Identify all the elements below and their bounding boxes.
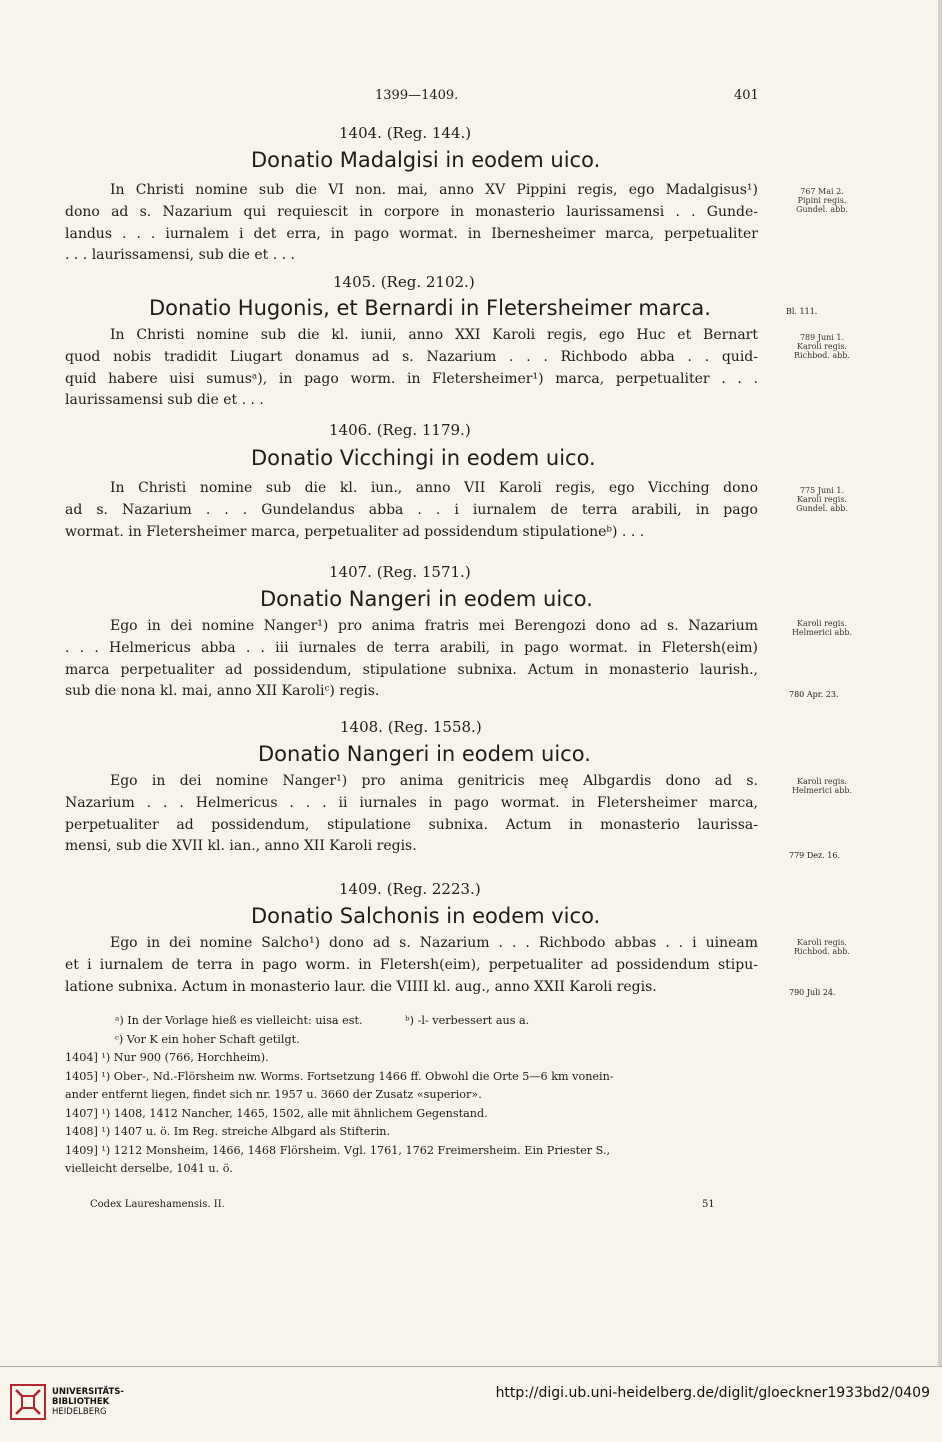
margin-date-1408: 779 Dez. 16. <box>789 851 840 860</box>
entry-text-1407 <box>65 616 758 703</box>
footnotes <box>65 1012 765 1179</box>
text-line: Ego in dei nomine Salcho¹) dono ad s. Nazarium . . . Richbodo abbas . . i uineam <box>110 935 758 951</box>
margin-note-1405 <box>772 333 872 360</box>
text-line: laurissamensi sub die et . . . <box>65 392 264 409</box>
running-head: 1399—1409. <box>375 88 459 103</box>
library-logo-icon <box>10 1384 46 1420</box>
margin-line: Karoli regis. <box>797 342 847 351</box>
footnote-line: 1405] ¹) Ober-, Nd.-Flörsheim nw. Worms. Fortsetzung 1466 ff. Obwohl die Orte 5—6 km vonein- <box>65 1069 614 1083</box>
margin-line: Karoli regis. <box>797 938 847 947</box>
text-line: In Christi nomine sub die kl. iunii, anno XXI Karoli regis, ego Huc et Bernart <box>110 327 758 343</box>
text-line: In Christi nomine sub die VI non. mai, anno XV Pippini regis, ego Madalgisus¹) <box>110 182 758 198</box>
page-edge <box>938 0 942 1366</box>
entry-text-1404 <box>65 180 758 267</box>
entry-text-1409 <box>65 933 758 998</box>
footnote-line: ᵃ) In der Vorlage hieß es vielleicht: uisa est. ᵇ) -l- verbessert aus a. <box>115 1014 530 1027</box>
margin-line: Karoli regis. <box>797 495 847 504</box>
footnote-line: 1409] ¹) 1212 Monsheim, 1466, 1468 Flörsheim. Vgl. 1761, 1762 Freimersheim. Ein Priester S., <box>65 1143 611 1157</box>
entry-title-1406: Donatio Vicchingi in eodem uico. <box>251 446 596 470</box>
margin-date-1407: 780 Apr. 23. <box>789 690 839 699</box>
text-line: Ego in dei nomine Nanger¹) pro anima fratris mei Berengozi dono ad s. Nazarium <box>110 618 758 634</box>
text-line: landus . . . iurnalem i det erra, in pago wormat. in Ibernesheimer marca, perpetualiter <box>65 225 758 242</box>
entry-reg-1404: 1404. (Reg. 144.) <box>339 124 472 142</box>
entry-text-1406 <box>65 478 758 543</box>
text-line: wormat. in Fletersheimer marca, perpetualiter ad possidendum stipulationeᵇ) . . . <box>65 523 645 540</box>
text-line: perpetualiter ad possidendum, stipulatione subnixa. Actum in monasterio laurissa- <box>65 816 758 833</box>
text-line: Ego in dei nomine Nanger¹) pro anima genitricis meę Albgardis dono ad s. <box>110 773 758 789</box>
margin-line: Karoli regis. <box>797 619 847 628</box>
text-line: quod nobis tradidit Liugart donamus ad s. Nazarium . . . Richbodo abba . . quid- <box>65 348 758 365</box>
signature-left: Codex Laureshamensis. II. <box>90 1199 225 1210</box>
margin-date-1409: 790 Juli 24. <box>789 988 836 997</box>
entry-reg-1408: 1408. (Reg. 1558.) <box>340 718 482 736</box>
source-url-link[interactable]: http://digi.ub.uni-heidelberg.de/diglit/gloeckner1933bd2/0409 <box>495 1385 930 1401</box>
entry-title-1407: Donatio Nangeri in eodem uico. <box>260 587 593 611</box>
text-line: sub die nona kl. mai, anno XII Karoliᶜ) regis. <box>65 683 380 700</box>
library-name-line: HEIDELBERG <box>52 1407 107 1417</box>
entry-reg-1407: 1407. (Reg. 1571.) <box>329 563 471 581</box>
margin-note-1407 <box>772 619 872 637</box>
footnote-line: ᶜ) Vor K ein hoher Schaft getilgt. <box>115 1032 300 1046</box>
footnote-line: 1408] ¹) 1407 u. ö. Im Reg. streiche Albgard als Stifterin. <box>65 1125 391 1138</box>
margin-note-1408 <box>772 777 872 795</box>
footnote-line: 1407] ¹) 1408, 1412 Nancher, 1465, 1502, alle mit ähnlichem Gegenstand. <box>65 1106 488 1120</box>
text-line: . . . laurissamensi, sub die et . . . <box>65 247 295 264</box>
footnote-line: ander entfernt liegen, findet sich nr. 1957 u. 3660 der Zusatz «superior». <box>65 1088 482 1101</box>
text-line: mensi, sub die XVII kl. ian., anno XII Karoli regis. <box>65 838 417 855</box>
library-name-line: BIBLIOTHEK <box>52 1397 110 1407</box>
margin-ref-1405: Bl. 111. <box>786 307 818 316</box>
footnote-line: vielleicht derselbe, 1041 u. ö. <box>65 1162 233 1175</box>
margin-line: Gundel. abb. <box>796 504 848 513</box>
margin-date: 789 Juni 1. <box>799 333 845 342</box>
entry-text-1405 <box>65 325 758 412</box>
entry-text-1408 <box>65 771 758 858</box>
entry-reg-1405: 1405. (Reg. 2102.) <box>333 273 475 291</box>
margin-date: 767 Mai 2. <box>800 187 844 196</box>
margin-line: Helmerici abb. <box>791 628 853 637</box>
signature-right: 51 <box>702 1199 715 1210</box>
entry-title-1409: Donatio Salchonis in eodem vico. <box>251 904 601 928</box>
margin-date: 775 Juni 1. <box>799 486 845 495</box>
footnote-line: 1404] ¹) Nur 900 (766, Horchheim). <box>65 1051 269 1064</box>
library-name-line: UNIVERSITÄTS- <box>52 1387 124 1397</box>
margin-line: Richbod. abb. <box>794 947 850 956</box>
text-line: marca perpetualiter ad possidendum, stipulatione subnixa. Actum in monasterio laurish., <box>65 661 758 678</box>
text-line: et i iurnalem de terra in pago worm. in Fletersh(eim), perpetualiter ad possidendum stipu- <box>65 956 758 973</box>
entry-reg-1409: 1409. (Reg. 2223.) <box>339 880 481 898</box>
margin-line: Richbod. abb. <box>794 351 850 360</box>
text-line: ad s. Nazarium . . . Gundelandus abba . . i iurnalem de terra arabili, in pago <box>65 501 758 518</box>
margin-line: Helmerici abb. <box>791 786 853 795</box>
text-line: latione subnixa. Actum in monasterio laur. die VIIII kl. aug., anno XXII Karoli regis. <box>65 978 657 995</box>
margin-line: Pipini regis. <box>797 196 847 205</box>
entry-reg-1406: 1406. (Reg. 1179.) <box>329 421 471 439</box>
page-number: 401 <box>734 88 759 103</box>
margin-note-1404 <box>772 187 872 214</box>
entry-title-1404: Donatio Madalgisi in eodem uico. <box>251 148 601 172</box>
text-line: . . . Helmericus abba . . iii iurnales de terra arabili, in pago wormat. in Fletersh(eim) <box>65 639 758 656</box>
library-name <box>52 1387 124 1417</box>
entry-title-1408: Donatio Nangeri in eodem uico. <box>258 742 591 766</box>
text-line: In Christi nomine sub die kl. iun., anno VII Karoli regis, ego Vicching dono <box>110 480 758 496</box>
footer-divider <box>0 1366 942 1367</box>
text-line: dono ad s. Nazarium qui requiescit in corpore in monasterio laurissamensi . . Gunde- <box>65 203 758 220</box>
text-line: Nazarium . . . Helmericus . . . ii iurnales in pago wormat. in Fletersheimer marca, <box>65 794 758 811</box>
margin-line: Karoli regis. <box>797 777 847 786</box>
margin-line: Gundel. abb. <box>796 205 848 214</box>
margin-note-1406 <box>772 486 872 513</box>
margin-note-1409 <box>772 938 872 956</box>
entry-title-1405: Donatio Hugonis, et Bernardi in Fletersheimer marca. <box>149 296 711 320</box>
text-line: quid habere uisi sumusᵃ), in pago worm. in Fletersheimer¹) marca, perpetualiter . . . <box>65 370 758 387</box>
